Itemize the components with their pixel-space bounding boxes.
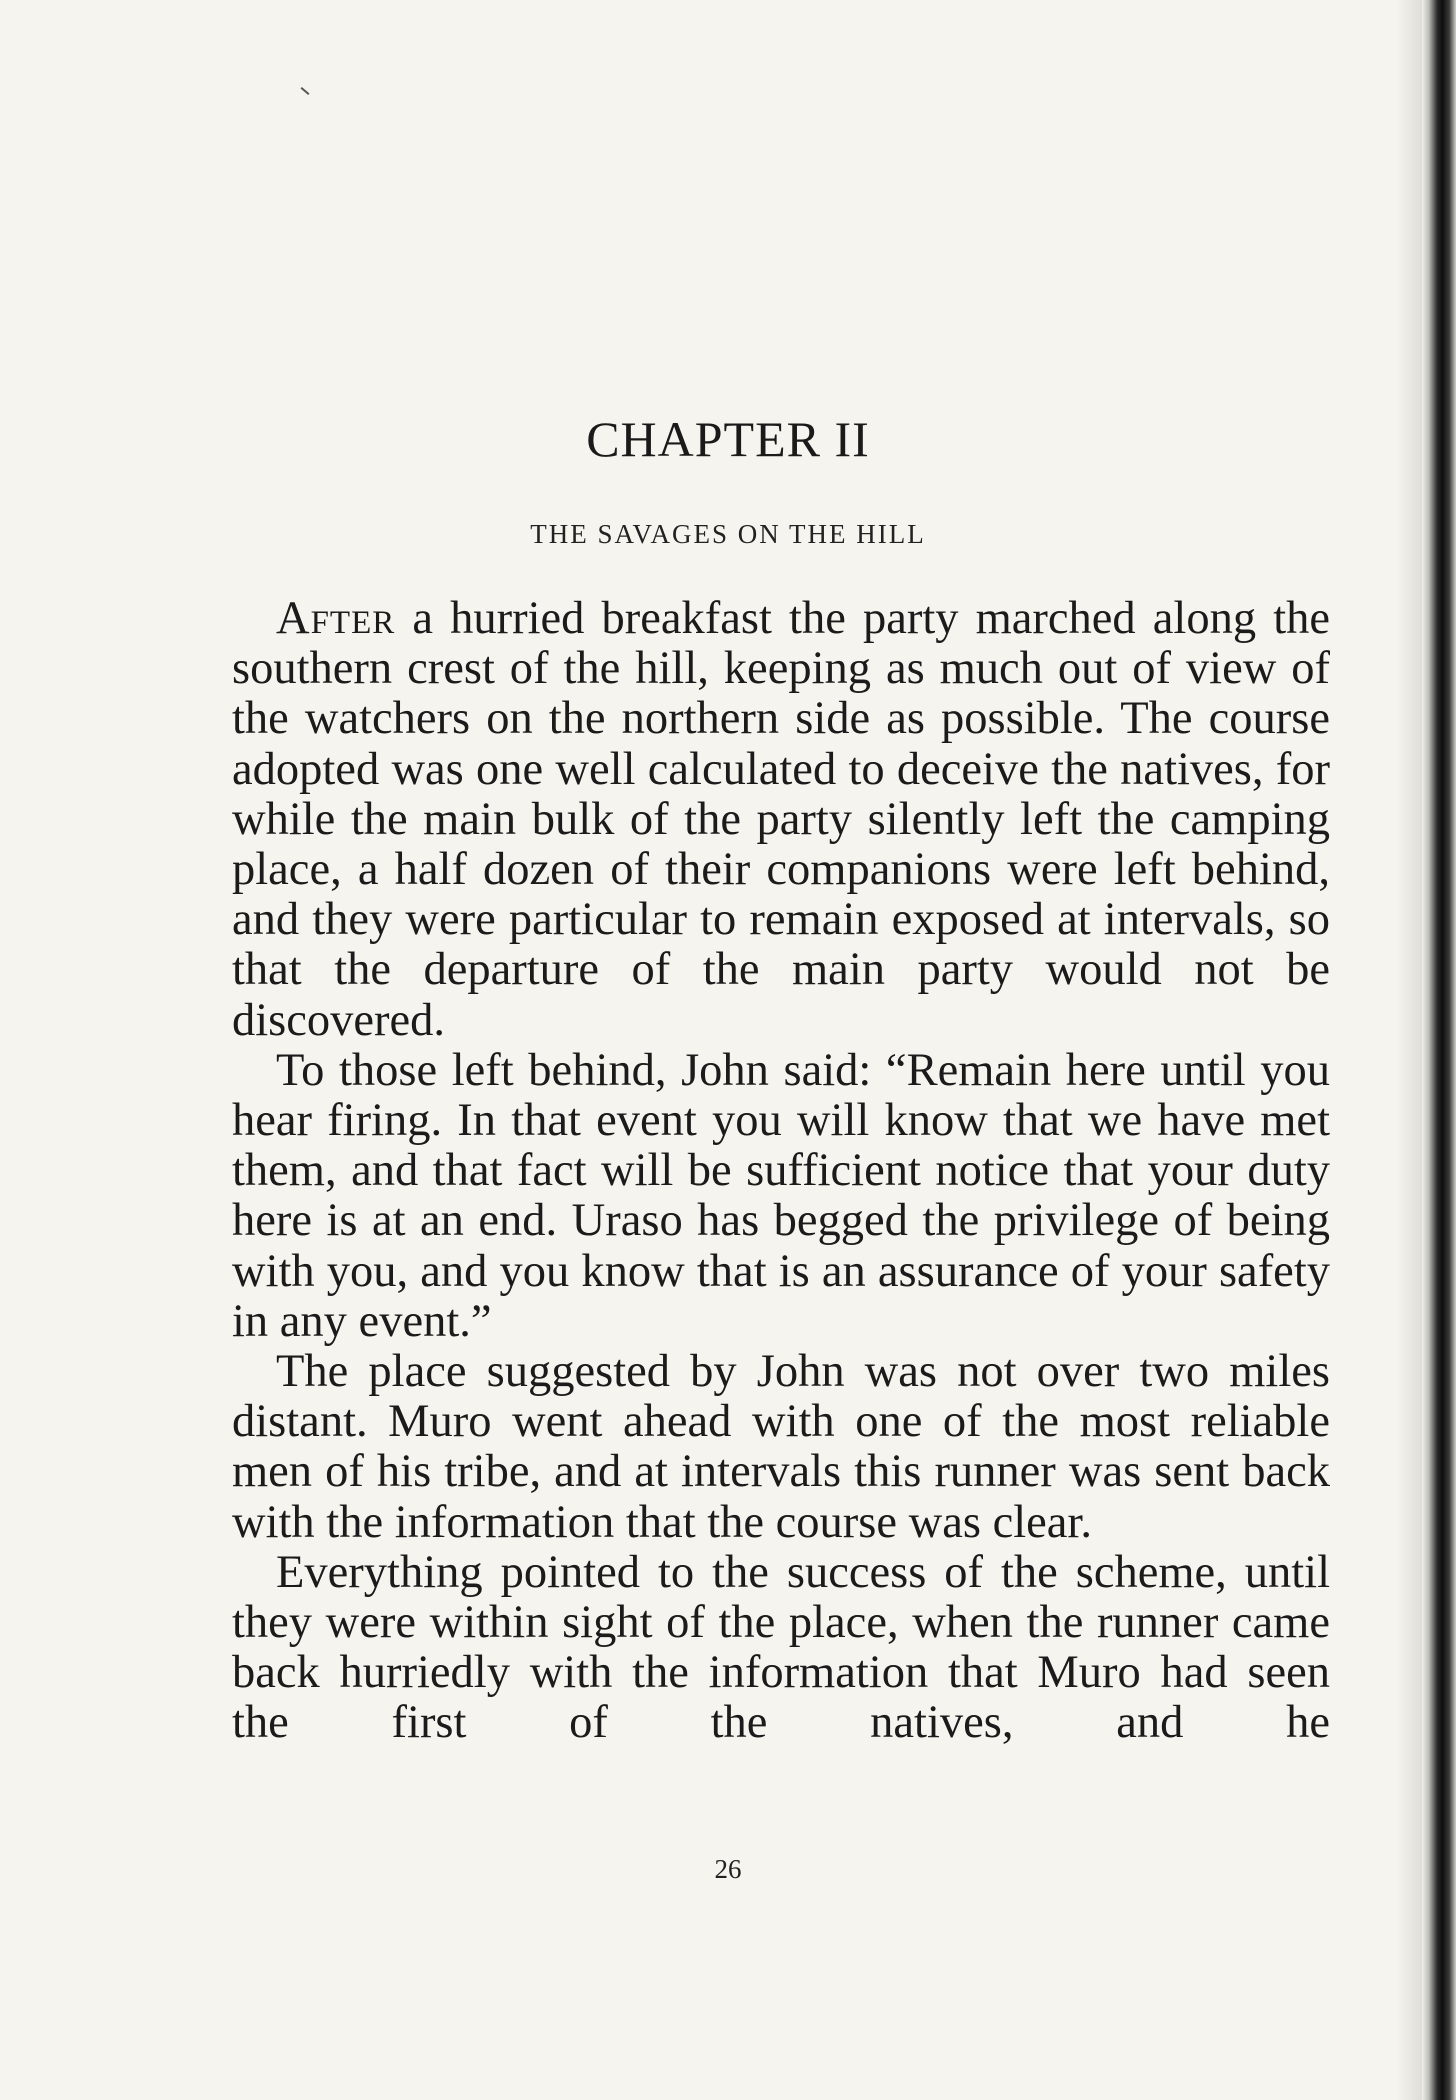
chapter-subtitle: THE SAVAGES ON THE HILL: [530, 519, 926, 549]
paragraph-text: The place suggested by John was not over two miles distant. Muro went ahead with one of the most reliable men of his tribe, and at intervals this runner was sent back with the information that the course was clear.: [232, 1346, 1330, 1548]
paragraph-last: [232, 1548, 1330, 1749]
paragraph: [232, 1347, 1330, 1548]
paragraph-text: Everything pointed to the success of the scheme, until they were within sight of the place, when the runner came back hurriedly with the information that Muro had seen the first of the natives, and he: [232, 1546, 1330, 1749]
binding-shadow: [1396, 0, 1422, 2100]
paragraph-text: a hurried breakfast the party marched along the southern crest of the hill, keeping as much out of view of the watchers on the northern side as possible. The course adopted was one well calculated to deceive the natives, for while the main bulk of the party silently left the camping place, a half dozen of their companions were left behind, and they were particular to remain exposed at intervals, so that the departure of the main party would not be discovered.: [232, 593, 1330, 1046]
paragraph: [232, 594, 1330, 1046]
chapter-title: CHAPTER II: [586, 411, 870, 467]
paragraph: [232, 1046, 1330, 1347]
chapter-body: [232, 594, 1330, 1749]
paragraph-lead-word: After: [276, 593, 396, 644]
paragraph-text: To those left behind, John said: “Remain here until you hear firing. In that event you will know that we have met them, and that fact will be sufficient notice that your duty here is at an end. Uraso has begged the privilege of being with you, and you know that is an assurance of your safety in any event.”: [232, 1044, 1330, 1347]
page-number: 26: [714, 1854, 742, 1884]
stray-ink-mark: [301, 87, 310, 95]
binding-edge: [1422, 0, 1456, 2100]
